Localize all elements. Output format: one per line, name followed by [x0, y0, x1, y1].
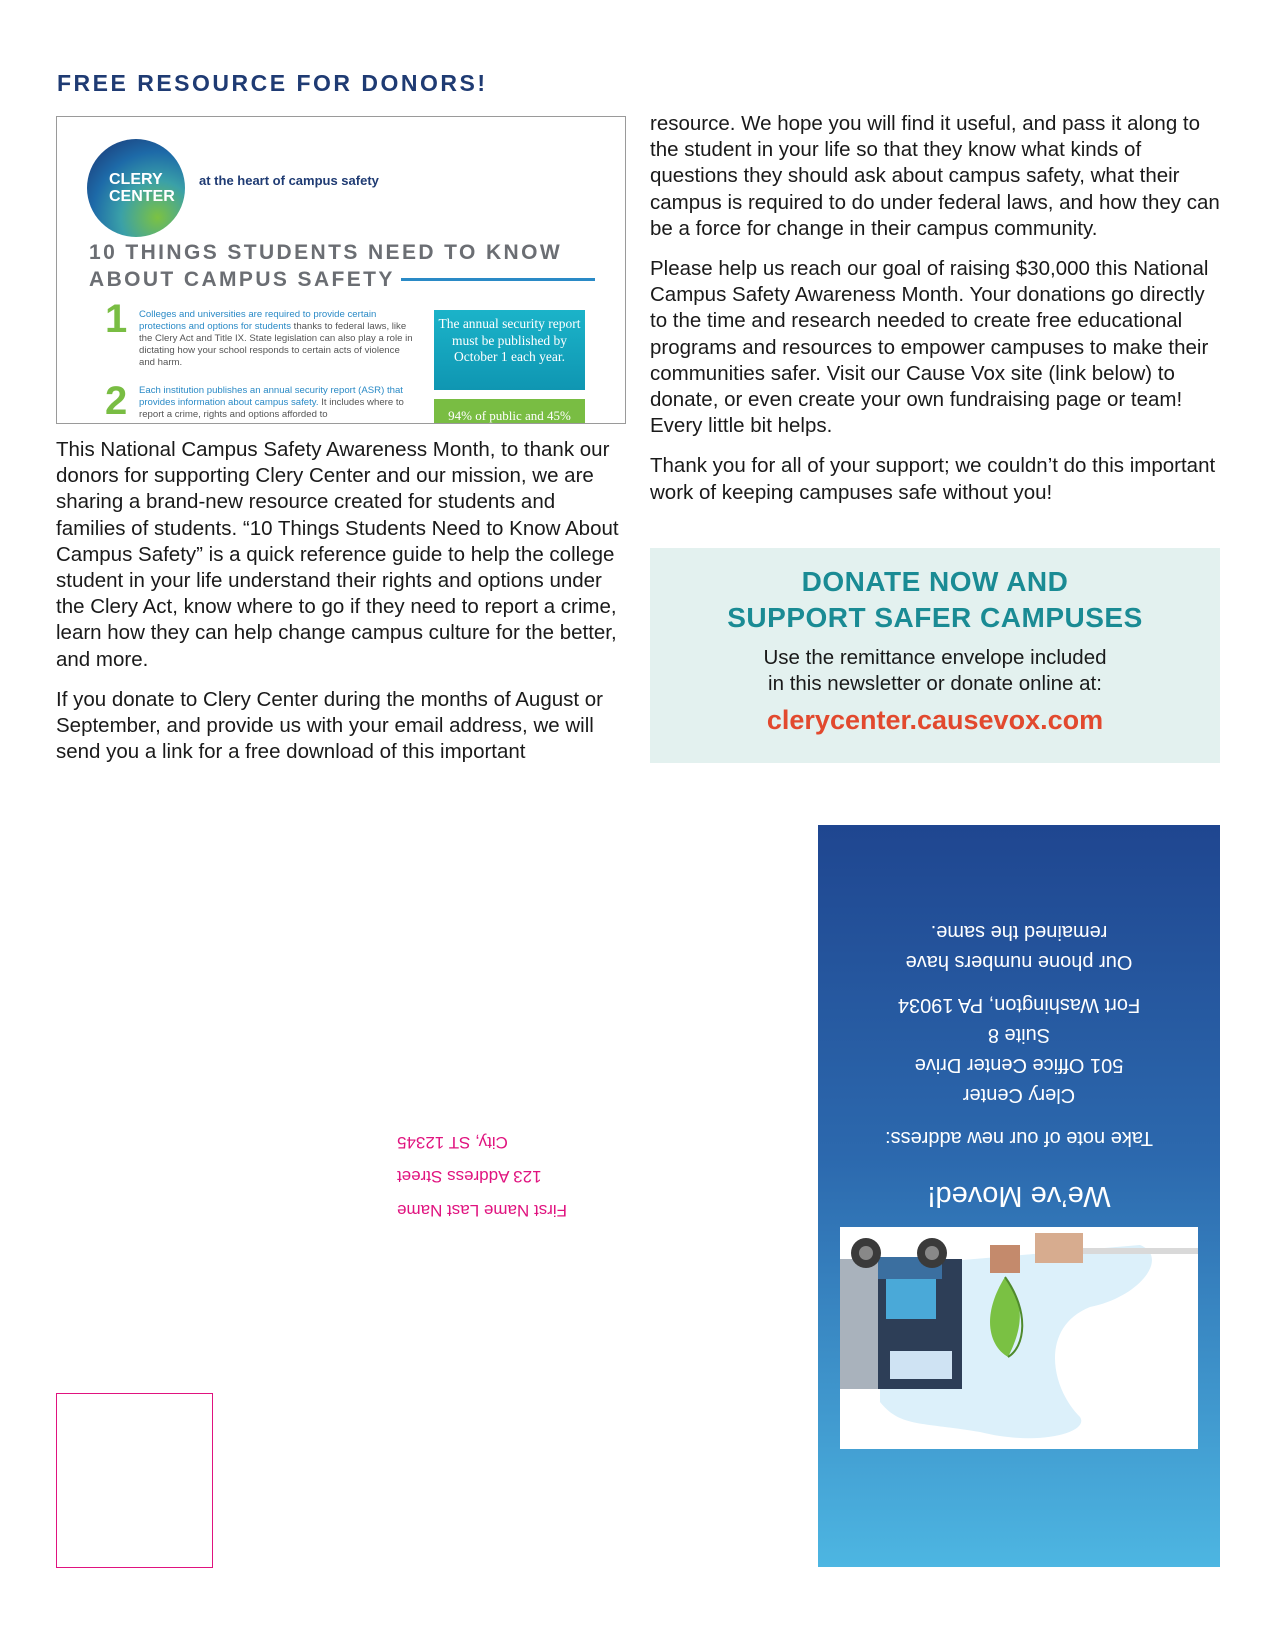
point-highlight: Colleges and universities are required to provide certain protections and options for students	[139, 309, 377, 332]
recipient-city: City, ST 12345	[397, 1133, 508, 1152]
section-heading: FREE RESOURCE FOR DONORS!	[57, 70, 488, 96]
resource-title-line2: ABOUT CAMPUS SAFETY	[89, 268, 395, 291]
resource-title	[89, 239, 609, 293]
donate-instructions	[650, 645, 1220, 697]
address-city: Fort Washington, PA 19034	[897, 994, 1141, 1016]
donate-instructions-line2: in this newsletter or donate online at:	[768, 672, 1102, 695]
phone-note-line1: Our phone numbers have	[905, 951, 1133, 973]
address-street: 501 Office Center Drive	[914, 1054, 1124, 1076]
moved-panel	[818, 825, 1220, 1567]
paragraph: Please help us reach our goal of raising $30,000 this National Campus Safety Awareness Month. Your donations go directly to the time and research needed to create free educational programs and resources to empower campuses to make their communities safer. Visit our Cause Vox site (link below) to donate, or even create your own fundraising page or team! Every little bit helps.	[650, 257, 1209, 438]
recipient-name: First Name Last Name	[397, 1201, 568, 1220]
resource-title-line1: 10 THINGS STUDENTS NEED TO KNOW	[89, 241, 563, 264]
donate-title-line2: SUPPORT SAFER CAMPUSES	[727, 602, 1143, 633]
title-rule	[401, 278, 595, 281]
paragraph: This National Campus Safety Awareness Month, to thank our donors for supporting Clery Center and our mission, we are sharing a brand-new resource created for students and families of students. “10 Things Students Need to Know About Campus Safety” is a quick reference guide to help the college student in your life understand their rights and options under the Clery Act, know where to go if they need to report a crime, learn how they can help change campus culture for the better, and more.	[56, 438, 619, 671]
logo-tagline: at the heart of campus safety	[199, 173, 379, 188]
spacer	[818, 1110, 1220, 1123]
address-org: Clery Center	[962, 1084, 1076, 1106]
donate-box	[650, 548, 1220, 763]
point-body: thanks to federal laws, like the Clery Act and Title IX. State legislation can also play a role in dictating how your school responds to certain acts of violence and harm.	[139, 321, 413, 368]
moved-text-rotated	[818, 825, 1220, 1567]
recipient-street: 123 Address Street	[397, 1167, 542, 1186]
point-body: It includes where to report a crime, rights and options afforded to	[139, 397, 404, 420]
right-column	[650, 111, 1222, 520]
logo-text: CLERY CENTER	[109, 171, 175, 205]
address-suite: Suite 8	[987, 1024, 1051, 1046]
clery-center-logo	[87, 139, 185, 237]
spacer	[818, 977, 1220, 990]
point-text	[139, 385, 417, 421]
donate-instructions-line1: Use the remittance envelope included	[763, 646, 1107, 669]
point-number: 2	[105, 379, 128, 423]
left-column	[56, 437, 630, 779]
resource-thumbnail	[56, 116, 626, 424]
mailing-address	[397, 1125, 609, 1227]
paragraph: If you donate to Clery Center during the months of August or September, and provide us with your email address, we will send you a link for a free download of this important	[56, 687, 603, 764]
address-intro: Take note of our new address:	[885, 1127, 1153, 1149]
donate-title-line1: DONATE NOW AND	[801, 566, 1069, 597]
callout-box: The annual security report must be published by October 1 each year.	[434, 310, 585, 390]
point-number: 1	[105, 297, 128, 341]
callout-box-stat: 94% of public and 45%	[434, 399, 585, 424]
point-text	[139, 309, 417, 369]
paragraph: Thank you for all of your support; we couldn’t do this important work of keeping campuses safe without you!	[650, 454, 1216, 504]
phone-note-line2: remained the same.	[930, 921, 1108, 943]
donate-title	[650, 564, 1220, 636]
paragraph: resource. We hope you will find it useful, and pass it along to the student in your life so that they know what kinds of questions they should ask about campus safety, what their campus is required to do under federal laws, and how they can be a force for change in their campus community.	[650, 112, 1220, 240]
new-address-block	[818, 917, 1220, 1153]
donate-url-link[interactable]: clerycenter.causevox.com	[766, 705, 1104, 735]
moved-title: We’ve Moved!	[927, 1180, 1111, 1212]
postage-box	[56, 1393, 213, 1568]
point-highlight: Each institution publishes an annual security report (ASR) that provides information about campus safety.	[139, 385, 403, 408]
